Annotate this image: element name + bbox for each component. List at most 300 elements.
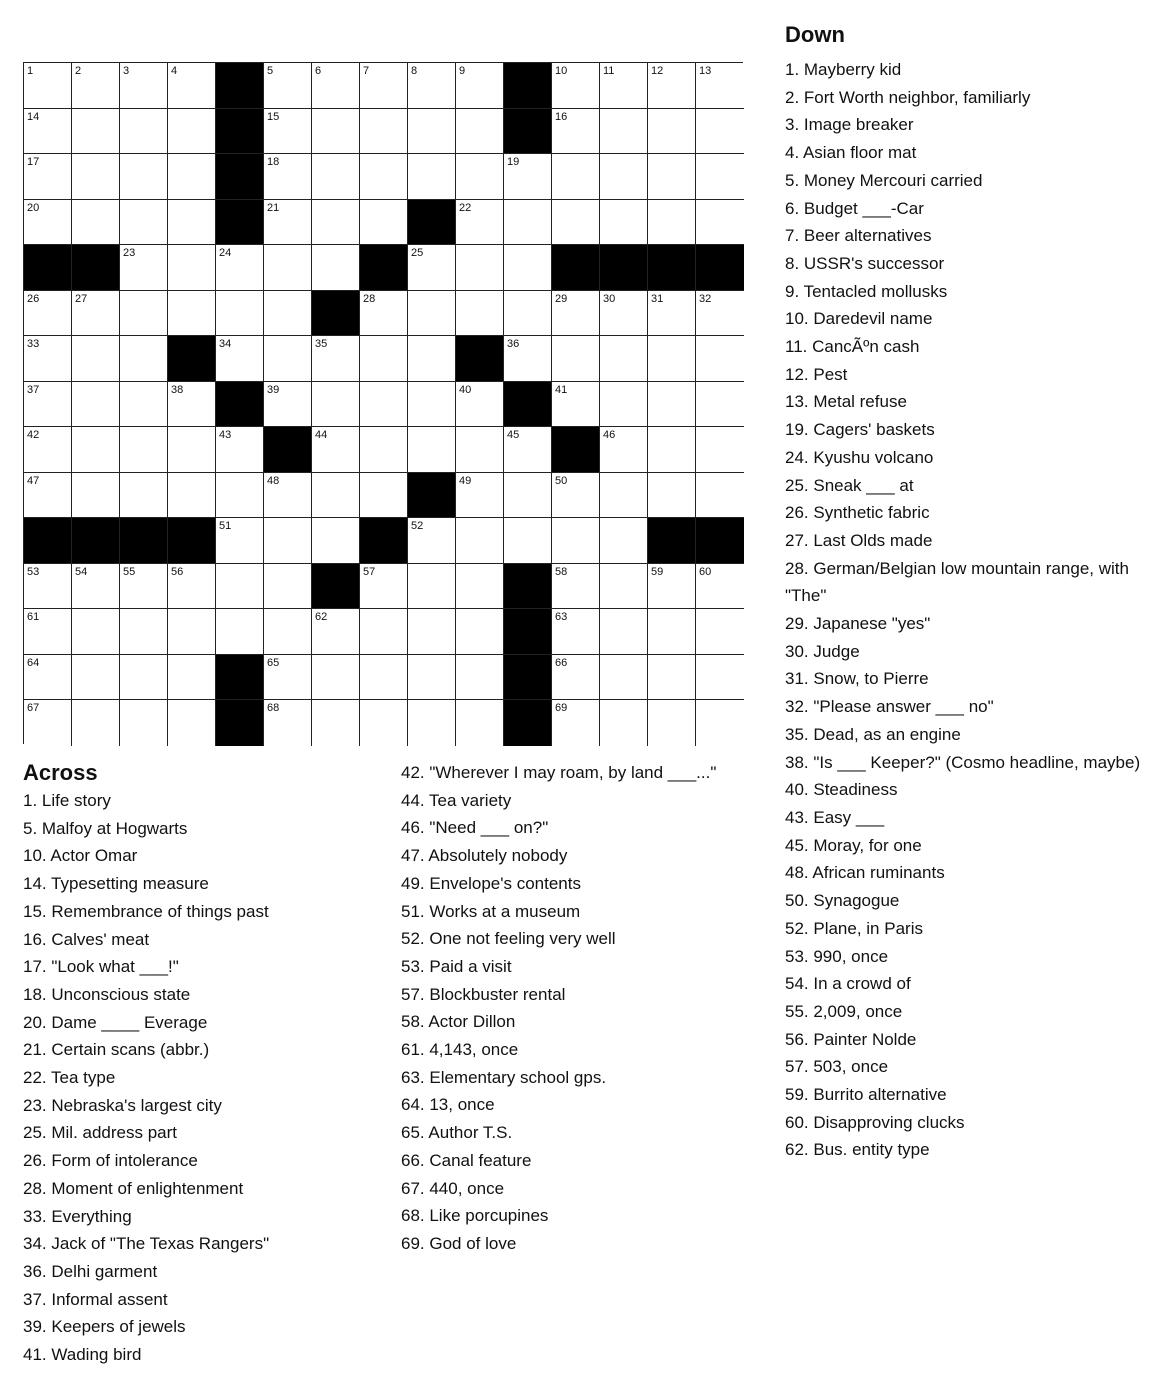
grid-cell[interactable]	[264, 518, 312, 564]
across-clue[interactable]: 37. Informal assent	[23, 1289, 168, 1309]
grid-cell[interactable]	[264, 245, 312, 291]
grid-cell[interactable]	[216, 564, 264, 610]
grid-cell[interactable]	[648, 655, 696, 701]
grid-cell[interactable]	[168, 700, 216, 746]
down-clue[interactable]: 3. Image breaker	[785, 115, 914, 135]
grid-cell[interactable]	[312, 473, 360, 519]
grid-cell[interactable]	[600, 518, 648, 564]
grid-block	[312, 291, 360, 337]
across-clue[interactable]: 21. Certain scans (abbr.)	[23, 1040, 210, 1060]
grid-cell[interactable]	[408, 700, 456, 746]
across-clue[interactable]: 58. Actor Dillon	[401, 1012, 516, 1032]
down-clue[interactable]: 9. Tentacled mollusks	[785, 281, 948, 301]
grid-cell[interactable]	[264, 154, 312, 200]
grid-cell[interactable]	[264, 200, 312, 246]
grid-cell[interactable]	[264, 336, 312, 382]
down-clue[interactable]: 43. Easy ___	[785, 807, 885, 827]
grid-cell[interactable]	[168, 245, 216, 291]
grid-cell[interactable]	[24, 473, 72, 519]
across-clue[interactable]: 64. 13, once	[401, 1095, 495, 1115]
grid-cell[interactable]	[552, 154, 600, 200]
grid-cell[interactable]	[456, 109, 504, 155]
grid-cell[interactable]	[552, 700, 600, 746]
grid-cell[interactable]	[504, 245, 552, 291]
grid-cell[interactable]	[168, 63, 216, 109]
grid-cell[interactable]	[216, 518, 264, 564]
grid-cell[interactable]	[120, 291, 168, 337]
grid-cell[interactable]	[696, 427, 744, 473]
grid-cell[interactable]	[696, 109, 744, 155]
across-clue[interactable]: 46. "Need ___ on?"	[401, 818, 549, 838]
grid-cell[interactable]	[696, 655, 744, 701]
grid-cell[interactable]	[120, 154, 168, 200]
grid-cell[interactable]	[648, 700, 696, 746]
grid-cell[interactable]	[168, 655, 216, 701]
grid-cell[interactable]	[24, 564, 72, 610]
grid-cell[interactable]	[72, 655, 120, 701]
clue-number: 15	[267, 110, 280, 123]
across-clue[interactable]: 33. Everything	[23, 1206, 132, 1226]
grid-cell[interactable]	[456, 63, 504, 109]
grid-cell[interactable]	[360, 200, 408, 246]
down-clue[interactable]: 40. Steadiness	[785, 780, 898, 800]
grid-cell[interactable]	[120, 564, 168, 610]
grid-cell[interactable]	[408, 63, 456, 109]
grid-cell[interactable]	[456, 564, 504, 610]
across-clue[interactable]: 41. Wading bird	[23, 1345, 142, 1365]
down-clue[interactable]: 62. Bus. entity type	[785, 1140, 930, 1160]
grid-cell[interactable]	[600, 200, 648, 246]
grid-block	[408, 200, 456, 246]
grid-cell[interactable]	[24, 427, 72, 473]
down-clue[interactable]: 30. Judge	[785, 641, 860, 661]
grid-cell[interactable]	[168, 200, 216, 246]
down-clue[interactable]: 12. Pest	[785, 364, 848, 384]
clue-number: 57	[363, 565, 376, 578]
grid-cell[interactable]	[120, 473, 168, 519]
grid-cell[interactable]	[264, 473, 312, 519]
clue-number: 5	[267, 65, 274, 77]
grid-cell[interactable]	[696, 382, 744, 428]
across-clue[interactable]: 69. God of love	[401, 1233, 517, 1253]
down-clue[interactable]: 45. Moray, for one	[785, 835, 922, 855]
grid-cell[interactable]	[408, 382, 456, 428]
across-clue[interactable]: 18. Unconscious state	[23, 984, 191, 1004]
grid-cell[interactable]	[648, 291, 696, 337]
grid-block	[24, 245, 72, 291]
grid-cell[interactable]	[72, 700, 120, 746]
grid-cell[interactable]	[168, 609, 216, 655]
down-clue[interactable]: 4. Asian floor mat	[785, 143, 917, 163]
across-clue[interactable]: 47. Absolutely nobody	[401, 846, 568, 866]
across-clue[interactable]: 61. 4,143, once	[401, 1040, 519, 1060]
grid-cell[interactable]	[72, 200, 120, 246]
grid-cell[interactable]	[648, 382, 696, 428]
grid-cell[interactable]	[216, 473, 264, 519]
grid-cell[interactable]	[264, 564, 312, 610]
grid-cell[interactable]	[264, 63, 312, 109]
grid-cell[interactable]	[120, 245, 168, 291]
grid-cell[interactable]	[600, 655, 648, 701]
grid-cell[interactable]	[648, 63, 696, 109]
grid-cell[interactable]	[696, 609, 744, 655]
grid-cell[interactable]	[24, 336, 72, 382]
grid-cell[interactable]	[600, 382, 648, 428]
grid-block	[504, 655, 552, 701]
grid-cell[interactable]	[504, 200, 552, 246]
grid-cell[interactable]	[72, 473, 120, 519]
grid-cell[interactable]	[600, 154, 648, 200]
clue-number: 11	[603, 65, 615, 77]
across-clue[interactable]: 66. Canal feature	[401, 1150, 532, 1170]
grid-cell[interactable]	[648, 609, 696, 655]
grid-cell[interactable]	[72, 63, 120, 109]
grid-block	[168, 518, 216, 564]
grid-cell[interactable]	[504, 291, 552, 337]
down-clue[interactable]: 50. Synagogue	[785, 891, 900, 911]
across-clue[interactable]: 10. Actor Omar	[23, 846, 138, 866]
clue-number: 27	[75, 292, 88, 305]
down-clue[interactable]: 1. Mayberry kid	[785, 60, 902, 79]
down-clue[interactable]: 24. Kyushu volcano	[785, 447, 934, 467]
across-clue[interactable]: 65. Author T.S.	[401, 1123, 513, 1143]
grid-cell[interactable]	[648, 473, 696, 519]
across-clue[interactable]: 57. Blockbuster rental	[401, 984, 566, 1004]
grid-cell[interactable]	[360, 473, 408, 519]
across-clue[interactable]: 15. Remembrance of things past	[23, 901, 269, 921]
grid-cell[interactable]	[360, 291, 408, 337]
clue-number: 52	[411, 520, 424, 532]
down-clue[interactable]: 52. Plane, in Paris	[785, 918, 923, 938]
down-clue[interactable]: 59. Burrito alternative	[785, 1085, 947, 1105]
grid-cell[interactable]	[504, 427, 552, 473]
down-clue[interactable]: 25. Sneak ___ at	[785, 475, 914, 495]
grid-cell[interactable]	[552, 518, 600, 564]
grid-cell[interactable]	[216, 427, 264, 473]
grid-cell[interactable]	[312, 655, 360, 701]
grid-cell[interactable]	[456, 473, 504, 519]
grid-cell[interactable]	[504, 518, 552, 564]
grid-cell[interactable]	[360, 109, 408, 155]
grid-cell[interactable]	[168, 154, 216, 200]
grid-cell[interactable]	[696, 564, 744, 610]
grid-cell[interactable]	[72, 382, 120, 428]
down-clue[interactable]: 10. Daredevil name	[785, 309, 933, 329]
grid-cell[interactable]	[264, 109, 312, 155]
down-clue[interactable]: 38. "Is ___ Keeper?" (Cosmo headline, maybe)	[785, 752, 1141, 772]
down-clue[interactable]: 7. Beer alternatives	[785, 226, 932, 246]
grid-cell[interactable]	[408, 427, 456, 473]
grid-cell[interactable]	[408, 245, 456, 291]
grid-cell[interactable]	[312, 245, 360, 291]
down-clue[interactable]: 28. German/Belgian low mountain range, with "The"	[785, 558, 1129, 606]
grid-cell[interactable]	[696, 200, 744, 246]
grid-cell[interactable]	[264, 700, 312, 746]
grid-cell[interactable]	[168, 382, 216, 428]
across-clue[interactable]: 16. Calves' meat	[23, 929, 150, 949]
grid-cell[interactable]	[552, 382, 600, 428]
grid-cell[interactable]	[504, 473, 552, 519]
grid-cell[interactable]	[72, 291, 120, 337]
grid-cell[interactable]	[72, 564, 120, 610]
grid-cell[interactable]	[312, 382, 360, 428]
down-clue[interactable]: 55. 2,009, once	[785, 1001, 903, 1021]
grid-cell[interactable]	[696, 700, 744, 746]
across-clue[interactable]: 5. Malfoy at Hogwarts	[23, 818, 188, 838]
grid-block	[648, 518, 696, 564]
clue-number: 50	[555, 474, 568, 487]
grid-cell[interactable]	[696, 154, 744, 200]
across-heading: Across	[23, 760, 98, 785]
down-clue[interactable]: 54. In a crowd of	[785, 974, 911, 994]
grid-cell[interactable]	[168, 291, 216, 337]
across-clue[interactable]: 17. "Look what ___!"	[23, 957, 179, 977]
grid-cell[interactable]	[360, 609, 408, 655]
clue-number: 44	[315, 429, 328, 441]
grid-cell[interactable]	[552, 63, 600, 109]
grid-cell[interactable]	[408, 609, 456, 655]
grid-cell[interactable]	[456, 291, 504, 337]
grid-cell[interactable]	[360, 336, 408, 382]
down-clue[interactable]: 48. African ruminants	[785, 863, 945, 883]
grid-cell[interactable]	[648, 427, 696, 473]
grid-cell[interactable]	[264, 609, 312, 655]
down-clue[interactable]: 35. Dead, as an engine	[785, 724, 961, 744]
grid-cell[interactable]	[168, 564, 216, 610]
grid-cell[interactable]	[216, 609, 264, 655]
grid-cell[interactable]	[264, 291, 312, 337]
grid-cell[interactable]	[360, 427, 408, 473]
across-clue[interactable]: 68. Like porcupines	[401, 1206, 549, 1226]
grid-cell[interactable]	[120, 427, 168, 473]
grid-cell[interactable]	[456, 609, 504, 655]
grid-cell[interactable]	[552, 200, 600, 246]
grid-cell[interactable]	[312, 63, 360, 109]
across-clue[interactable]: 51. Works at a museum	[401, 901, 581, 921]
grid-cell[interactable]	[24, 291, 72, 337]
grid-cell[interactable]	[120, 336, 168, 382]
grid-cell[interactable]	[504, 336, 552, 382]
grid-cell[interactable]	[696, 336, 744, 382]
grid-cell[interactable]	[600, 609, 648, 655]
down-clue[interactable]: 6. Budget ___-Car	[785, 198, 924, 218]
grid-cell[interactable]	[648, 154, 696, 200]
grid-cell[interactable]	[120, 382, 168, 428]
grid-cell[interactable]	[312, 200, 360, 246]
down-clue[interactable]: 31. Snow, to Pierre	[785, 669, 929, 689]
across-clue[interactable]: 23. Nebraska's largest city	[23, 1095, 222, 1115]
grid-cell[interactable]	[120, 655, 168, 701]
grid-block	[552, 245, 600, 291]
grid-cell[interactable]	[120, 63, 168, 109]
across-clue[interactable]: 25. Mil. address part	[23, 1123, 178, 1143]
grid-cell[interactable]	[24, 609, 72, 655]
grid-cell[interactable]	[456, 655, 504, 701]
grid-cell[interactable]	[456, 245, 504, 291]
down-clue[interactable]: 26. Synthetic fabric	[785, 503, 930, 523]
across-clue[interactable]: 20. Dame ____ Everage	[23, 1012, 208, 1032]
grid-cell[interactable]	[168, 427, 216, 473]
grid-cell[interactable]	[168, 109, 216, 155]
grid-cell[interactable]	[696, 63, 744, 109]
clue-number: 17	[27, 156, 40, 168]
grid-cell[interactable]	[72, 109, 120, 155]
grid-cell[interactable]	[600, 427, 648, 473]
grid-cell[interactable]	[360, 63, 408, 109]
down-clue[interactable]: 5. Money Mercouri carried	[785, 170, 983, 190]
grid-cell[interactable]	[600, 564, 648, 610]
across-clue[interactable]: 28. Moment of enlightenment	[23, 1178, 244, 1198]
down-clue[interactable]: 13. Metal refuse	[785, 392, 907, 412]
down-clue[interactable]: 2. Fort Worth neighbor, familiarly	[785, 87, 1031, 107]
grid-cell[interactable]	[24, 63, 72, 109]
grid-cell[interactable]	[600, 473, 648, 519]
clue-number: 32	[699, 292, 712, 305]
grid-cell[interactable]	[408, 336, 456, 382]
grid-cell[interactable]	[600, 336, 648, 382]
grid-cell[interactable]	[648, 564, 696, 610]
across-clue[interactable]: 39. Keepers of jewels	[23, 1317, 186, 1337]
grid-cell[interactable]	[408, 291, 456, 337]
down-clue[interactable]: 53. 990, once	[785, 946, 889, 966]
grid-cell[interactable]	[360, 382, 408, 428]
clue-number: 29	[555, 292, 568, 305]
grid-cell[interactable]	[360, 564, 408, 610]
grid-cell[interactable]	[312, 154, 360, 200]
grid-cell[interactable]	[600, 109, 648, 155]
across-clue[interactable]: 34. Jack of "The Texas Rangers"	[23, 1234, 270, 1254]
grid-cell[interactable]	[72, 336, 120, 382]
clue-number: 25	[411, 247, 424, 259]
grid-cell[interactable]	[600, 63, 648, 109]
grid-cell[interactable]	[456, 700, 504, 746]
grid-cell[interactable]	[456, 154, 504, 200]
grid-cell[interactable]	[24, 200, 72, 246]
down-clue[interactable]: 56. Painter Nolde	[785, 1029, 917, 1049]
grid-cell[interactable]	[216, 245, 264, 291]
down-clue[interactable]: 57. 503, once	[785, 1057, 889, 1077]
grid-cell[interactable]	[696, 291, 744, 337]
grid-cell[interactable]	[600, 700, 648, 746]
grid-cell[interactable]	[24, 700, 72, 746]
across-clue[interactable]: 67. 440, once	[401, 1178, 505, 1198]
grid-cell[interactable]	[408, 518, 456, 564]
across-clue[interactable]: 63. Elementary school gps.	[401, 1067, 607, 1087]
grid-cell[interactable]	[312, 700, 360, 746]
grid-cell[interactable]	[648, 200, 696, 246]
grid-cell[interactable]	[24, 109, 72, 155]
down-clue[interactable]: 8. USSR's successor	[785, 253, 945, 273]
grid-cell[interactable]	[312, 336, 360, 382]
grid-cell[interactable]	[120, 700, 168, 746]
clue-number: 35	[315, 338, 328, 350]
clue-number: 40	[459, 383, 472, 396]
grid-cell[interactable]	[216, 291, 264, 337]
across-clue[interactable]: 14. Typesetting measure	[23, 874, 209, 894]
grid-cell[interactable]	[552, 609, 600, 655]
clue-number: 58	[555, 565, 568, 578]
grid-block	[216, 154, 264, 200]
clue-number: 41	[555, 383, 568, 396]
grid-cell[interactable]	[312, 518, 360, 564]
grid-cell[interactable]	[24, 154, 72, 200]
clue-number: 45	[507, 429, 520, 441]
grid-cell[interactable]	[456, 427, 504, 473]
down-clue[interactable]: 32. "Please answer ___ no"	[785, 697, 994, 717]
across-clue[interactable]: 36. Delhi garment	[23, 1261, 158, 1281]
grid-cell[interactable]	[72, 427, 120, 473]
grid-cell[interactable]	[72, 609, 120, 655]
across-clue[interactable]: 42. "Wherever I may roam, by land ___..."	[401, 763, 717, 782]
grid-cell[interactable]	[456, 382, 504, 428]
clue-number: 7	[363, 65, 370, 77]
across-clue[interactable]: 44. Tea variety	[401, 790, 512, 810]
across-clue[interactable]: 26. Form of intolerance	[23, 1151, 198, 1171]
grid-cell[interactable]	[216, 336, 264, 382]
across-clue[interactable]: 53. Paid a visit	[401, 956, 512, 976]
across-clue[interactable]: 22. Tea type	[23, 1068, 116, 1088]
grid-cell[interactable]	[552, 473, 600, 519]
down-clue[interactable]: 27. Last Olds made	[785, 530, 933, 550]
grid-cell[interactable]	[456, 200, 504, 246]
grid-cell[interactable]	[312, 609, 360, 655]
grid-cell[interactable]	[120, 609, 168, 655]
grid-cell[interactable]	[408, 655, 456, 701]
grid-cell[interactable]	[408, 154, 456, 200]
across-clue[interactable]: 1. Life story	[23, 791, 111, 810]
grid-cell[interactable]	[552, 291, 600, 337]
across-clue-list-col1	[23, 787, 269, 1369]
grid-cell[interactable]	[72, 154, 120, 200]
grid-cell[interactable]	[312, 427, 360, 473]
down-clue[interactable]: 60. Disapproving clucks	[785, 1112, 965, 1132]
down-clue[interactable]: 11. CancÃºn cash	[785, 337, 920, 357]
across-clue[interactable]: 52. One not feeling very well	[401, 929, 616, 949]
grid-cell[interactable]	[648, 109, 696, 155]
grid-block	[408, 473, 456, 519]
grid-cell[interactable]	[360, 154, 408, 200]
grid-cell[interactable]	[408, 564, 456, 610]
grid-cell[interactable]	[312, 109, 360, 155]
across-clue[interactable]: 49. Envelope's contents	[401, 873, 581, 893]
grid-cell[interactable]	[24, 382, 72, 428]
down-clue[interactable]: 29. Japanese "yes"	[785, 614, 931, 634]
grid-cell[interactable]	[264, 655, 312, 701]
grid-cell[interactable]	[360, 700, 408, 746]
grid-cell[interactable]	[552, 564, 600, 610]
grid-cell[interactable]	[552, 336, 600, 382]
grid-cell[interactable]	[696, 473, 744, 519]
grid-cell[interactable]	[360, 655, 408, 701]
clue-number: 55	[123, 565, 136, 578]
grid-block	[504, 109, 552, 155]
down-clue[interactable]: 19. Cagers' baskets	[785, 420, 935, 440]
grid-cell[interactable]	[24, 655, 72, 701]
grid-cell[interactable]	[120, 200, 168, 246]
grid-cell[interactable]	[456, 518, 504, 564]
grid-cell[interactable]	[600, 291, 648, 337]
grid-cell[interactable]	[168, 473, 216, 519]
clue-number: 36	[507, 338, 520, 350]
grid-cell[interactable]	[552, 655, 600, 701]
grid-cell[interactable]	[408, 109, 456, 155]
grid-cell[interactable]	[504, 154, 552, 200]
grid-cell[interactable]	[648, 336, 696, 382]
grid-cell[interactable]	[552, 109, 600, 155]
grid-cell[interactable]	[120, 109, 168, 155]
grid-cell[interactable]	[264, 382, 312, 428]
grid-block	[504, 700, 552, 746]
